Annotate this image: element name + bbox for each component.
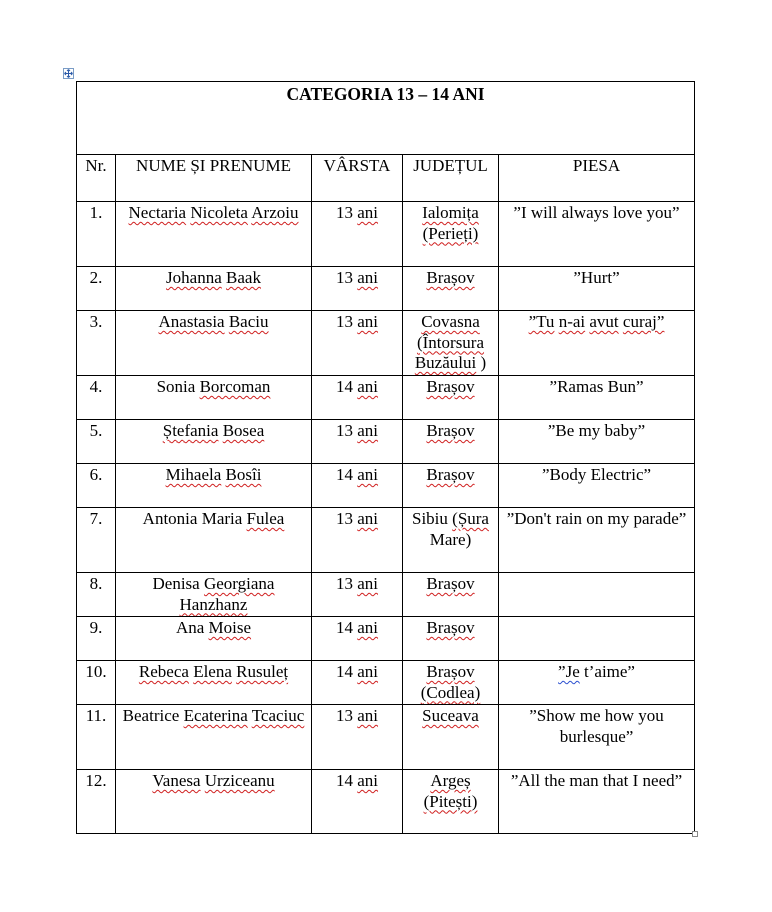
- cell-song[interactable]: [499, 617, 695, 661]
- cell-county[interactable]: Argeș (Pitești): [403, 770, 499, 834]
- cell-nr[interactable]: 5.: [77, 420, 116, 464]
- cell-age[interactable]: 13 ani: [312, 508, 403, 573]
- cell-name[interactable]: Antonia Maria Fulea: [116, 508, 312, 573]
- table-row: [77, 573, 695, 617]
- table-resize-handle[interactable]: [692, 831, 698, 837]
- header-nr[interactable]: Nr.: [77, 155, 116, 202]
- table-title-row: [77, 82, 695, 155]
- cell-county[interactable]: Brașov: [403, 617, 499, 661]
- table-row: [77, 464, 695, 508]
- table-row: [77, 661, 695, 705]
- cell-name[interactable]: Johanna Baak: [116, 267, 312, 311]
- cell-age[interactable]: 13 ani: [312, 267, 403, 311]
- table-row: [77, 311, 695, 376]
- cell-age[interactable]: 14 ani: [312, 617, 403, 661]
- cell-nr[interactable]: 11.: [77, 705, 116, 770]
- cell-song[interactable]: ”Ramas Bun”: [499, 376, 695, 420]
- table-row: [77, 267, 695, 311]
- header-county[interactable]: JUDEȚUL: [403, 155, 499, 202]
- cell-county[interactable]: Suceava: [403, 705, 499, 770]
- table-row: [77, 705, 695, 770]
- table-row: [77, 420, 695, 464]
- cell-song[interactable]: ”Tu n-ai avut curaj”: [499, 311, 695, 376]
- cell-nr[interactable]: 3.: [77, 311, 116, 376]
- table-row: [77, 770, 695, 834]
- table-row: [77, 376, 695, 420]
- header-age[interactable]: VÂRSTA: [312, 155, 403, 202]
- cell-name[interactable]: Nectaria Nicoleta Arzoiu: [116, 202, 312, 267]
- cell-nr[interactable]: 2.: [77, 267, 116, 311]
- cell-name[interactable]: Rebeca Elena Rusuleț: [116, 661, 312, 705]
- header-song[interactable]: PIESA: [499, 155, 695, 202]
- cell-nr[interactable]: 8.: [77, 573, 116, 617]
- cell-nr[interactable]: 4.: [77, 376, 116, 420]
- cell-name[interactable]: Anastasia Baciu: [116, 311, 312, 376]
- cell-name[interactable]: Denisa Georgiana Hanzhanz: [116, 573, 312, 617]
- cell-song[interactable]: ”Be my baby”: [499, 420, 695, 464]
- cell-age[interactable]: 13 ani: [312, 202, 403, 267]
- cell-age[interactable]: 13 ani: [312, 705, 403, 770]
- cell-song[interactable]: ”I will always love you”: [499, 202, 695, 267]
- cell-nr[interactable]: 9.: [77, 617, 116, 661]
- cell-county[interactable]: Brașov: [403, 573, 499, 617]
- table-row: [77, 202, 695, 267]
- cell-age[interactable]: 14 ani: [312, 770, 403, 834]
- cell-name[interactable]: Ștefania Bosea: [116, 420, 312, 464]
- cell-song[interactable]: ”Hurt”: [499, 267, 695, 311]
- cell-name[interactable]: Beatrice Ecaterina Tcaciuc: [116, 705, 312, 770]
- cell-county[interactable]: Ialomița (Perieți): [403, 202, 499, 267]
- table-row: [77, 617, 695, 661]
- cell-nr[interactable]: 1.: [77, 202, 116, 267]
- cell-name[interactable]: Mihaela Bosîi: [116, 464, 312, 508]
- cell-age[interactable]: 14 ani: [312, 661, 403, 705]
- contestants-table: [76, 81, 695, 834]
- cell-age[interactable]: 13 ani: [312, 420, 403, 464]
- cell-nr[interactable]: 10.: [77, 661, 116, 705]
- cell-county[interactable]: Brașov: [403, 267, 499, 311]
- header-name[interactable]: NUME ȘI PRENUME: [116, 155, 312, 202]
- cell-nr[interactable]: 7.: [77, 508, 116, 573]
- cell-age[interactable]: 13 ani: [312, 573, 403, 617]
- cell-county[interactable]: Brașov: [403, 376, 499, 420]
- cell-county[interactable]: Covasna (Întorsura Buzăului ): [403, 311, 499, 376]
- cell-nr[interactable]: 6.: [77, 464, 116, 508]
- cell-song[interactable]: ”Je t’aime”: [499, 661, 695, 705]
- cell-song[interactable]: ”Show me how you burlesque”: [499, 705, 695, 770]
- cell-county[interactable]: Sibiu (Șura Mare): [403, 508, 499, 573]
- cell-county[interactable]: Brașov: [403, 464, 499, 508]
- cell-name[interactable]: Vanesa Urziceanu: [116, 770, 312, 834]
- table-title[interactable]: CATEGORIA 13 – 14 ANI: [77, 82, 695, 155]
- cell-age[interactable]: 13 ani: [312, 311, 403, 376]
- cell-county[interactable]: Brașov: [403, 420, 499, 464]
- cell-age[interactable]: 14 ani: [312, 464, 403, 508]
- cell-age[interactable]: 14 ani: [312, 376, 403, 420]
- cell-song[interactable]: [499, 573, 695, 617]
- cell-county[interactable]: Brașov (Codlea): [403, 661, 499, 705]
- table-header-row: [77, 155, 695, 202]
- table-row: [77, 508, 695, 573]
- table-move-handle-icon[interactable]: [63, 68, 74, 79]
- cell-name[interactable]: Ana Moise: [116, 617, 312, 661]
- cell-nr[interactable]: 12.: [77, 770, 116, 834]
- cell-song[interactable]: ”Don't rain on my parade”: [499, 508, 695, 573]
- cell-name[interactable]: Sonia Borcoman: [116, 376, 312, 420]
- cell-song[interactable]: ”All the man that I need”: [499, 770, 695, 834]
- cell-song[interactable]: ”Body Electric”: [499, 464, 695, 508]
